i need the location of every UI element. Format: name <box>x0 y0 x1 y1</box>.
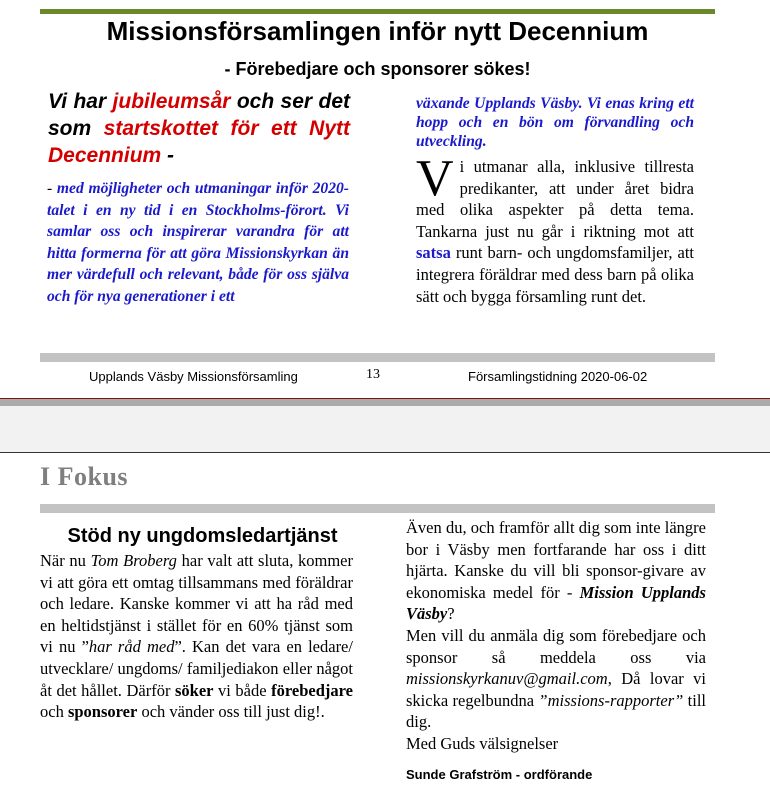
right-text-4: , Då lovar vi skicka regelbundna <box>406 669 706 710</box>
section-rule <box>40 504 715 513</box>
left-text-2: har valt att sluta, kommer vi att göra ett omtag tillsammans med föräldrar och ledare. Kanske kommer vi att ha råd med en heltidstjänst i stället för en 60% tjänst som vi nu ” <box>40 551 354 657</box>
blue-text-left: med möjligheter och utmaningar inför 2020-talet i en ny tid i en Stockholms-förort. Vi samlar oss och inspirerar varandra för att hitta formerna för att göra Missionskyrkan än mer värdefull och relevant, både för oss själva och för nya generationer i ett <box>47 180 349 305</box>
lead-paragraph <box>48 88 350 169</box>
right-text-2: ? <box>447 604 455 624</box>
top-rule <box>40 9 715 14</box>
lead-text-1: Vi har <box>48 90 113 113</box>
body-text-2: runt barn- och ungdomsfamiljer, att integrera föräldrar med dess barn på olika sätt och bygga församling runt det. <box>416 243 694 306</box>
reports-text: ”missions-rapporter” <box>538 690 684 710</box>
left-text-1: När nu <box>40 551 91 570</box>
right-text-1: Även du, och framför allt dig som inte längre bor i Väsby men fortfarande har oss i ditt hjärta. Kanske du vill bli sponsor-givare av ekonomiska medel för - <box>406 518 706 602</box>
article-left-column <box>40 550 353 723</box>
footer-left: Upplands Väsby Missionsförsamling <box>89 369 298 384</box>
signature: Sunde Grafström - ordförande <box>406 767 593 782</box>
page-title: Missionsförsamlingen inför nytt Decennium <box>106 16 649 46</box>
footer-rule <box>40 353 715 362</box>
footer-right: Församlingstidning 2020-06-02 <box>468 369 648 384</box>
bold-sponsorer: sponsorer <box>67 702 138 722</box>
page-divider <box>0 398 770 406</box>
blue-paragraph-left <box>47 178 349 307</box>
right-text-3: Men vill du anmäla dig som förebedjare och sponsor så meddela oss via <box>406 625 706 667</box>
left-text-3: ”. Kan det vara en ledare/ utvecklare/ ungdoms/ familjediakon eller något åt det hållet. Därför <box>40 637 353 700</box>
lead-highlight-decade: startskottet för ett Nytt Decennium <box>48 117 350 167</box>
page-number: 13 <box>366 367 380 382</box>
person-name: Tom Broberg <box>90 551 177 570</box>
drop-cap: V <box>416 150 454 207</box>
quote-text: har råd med <box>88 637 175 657</box>
article-right-column <box>406 517 706 755</box>
blue-paragraph-right: växande Upplands Väsby. Vi enas kring ett hopp och en bön om förvandling och utveckling. <box>416 95 694 150</box>
article-title: Stöd ny ungdomsledartjänst <box>67 525 338 547</box>
body-paragraph-right <box>416 150 694 307</box>
bold-forebedjare: förebedjare <box>271 680 353 700</box>
lead-text-2: och ser det som <box>48 90 350 140</box>
closing-line: Med Guds välsignelser <box>406 733 559 753</box>
lead-highlight-jubilee: jubileumsår <box>112 90 231 113</box>
left-text-5: och <box>40 702 68 722</box>
mission-name: Mission Upplands Väsby <box>406 582 706 624</box>
email-link[interactable]: missionskyrkanuv@gmail.com <box>406 669 608 689</box>
page-gap <box>0 406 770 453</box>
left-text-6: och vänder oss till just dig!. <box>137 702 325 722</box>
right-text-5: till dig. <box>406 690 706 732</box>
left-text-4: vi både <box>213 680 272 700</box>
page-subtitle: - Förebedjare och sponsorer sökes! <box>224 59 531 79</box>
lead-text-3: - <box>161 144 175 167</box>
body-text-1: i utmanar alla, inklusive tillresta predikanter, att under året bidra med olika aspekter på detta tema. Tankarna just nu går i riktning mot att <box>416 157 694 241</box>
section-heading: I Fokus <box>40 462 129 491</box>
dash: - <box>47 180 57 197</box>
bold-soker: söker <box>175 680 214 700</box>
body-highlight: satsa <box>416 243 451 263</box>
